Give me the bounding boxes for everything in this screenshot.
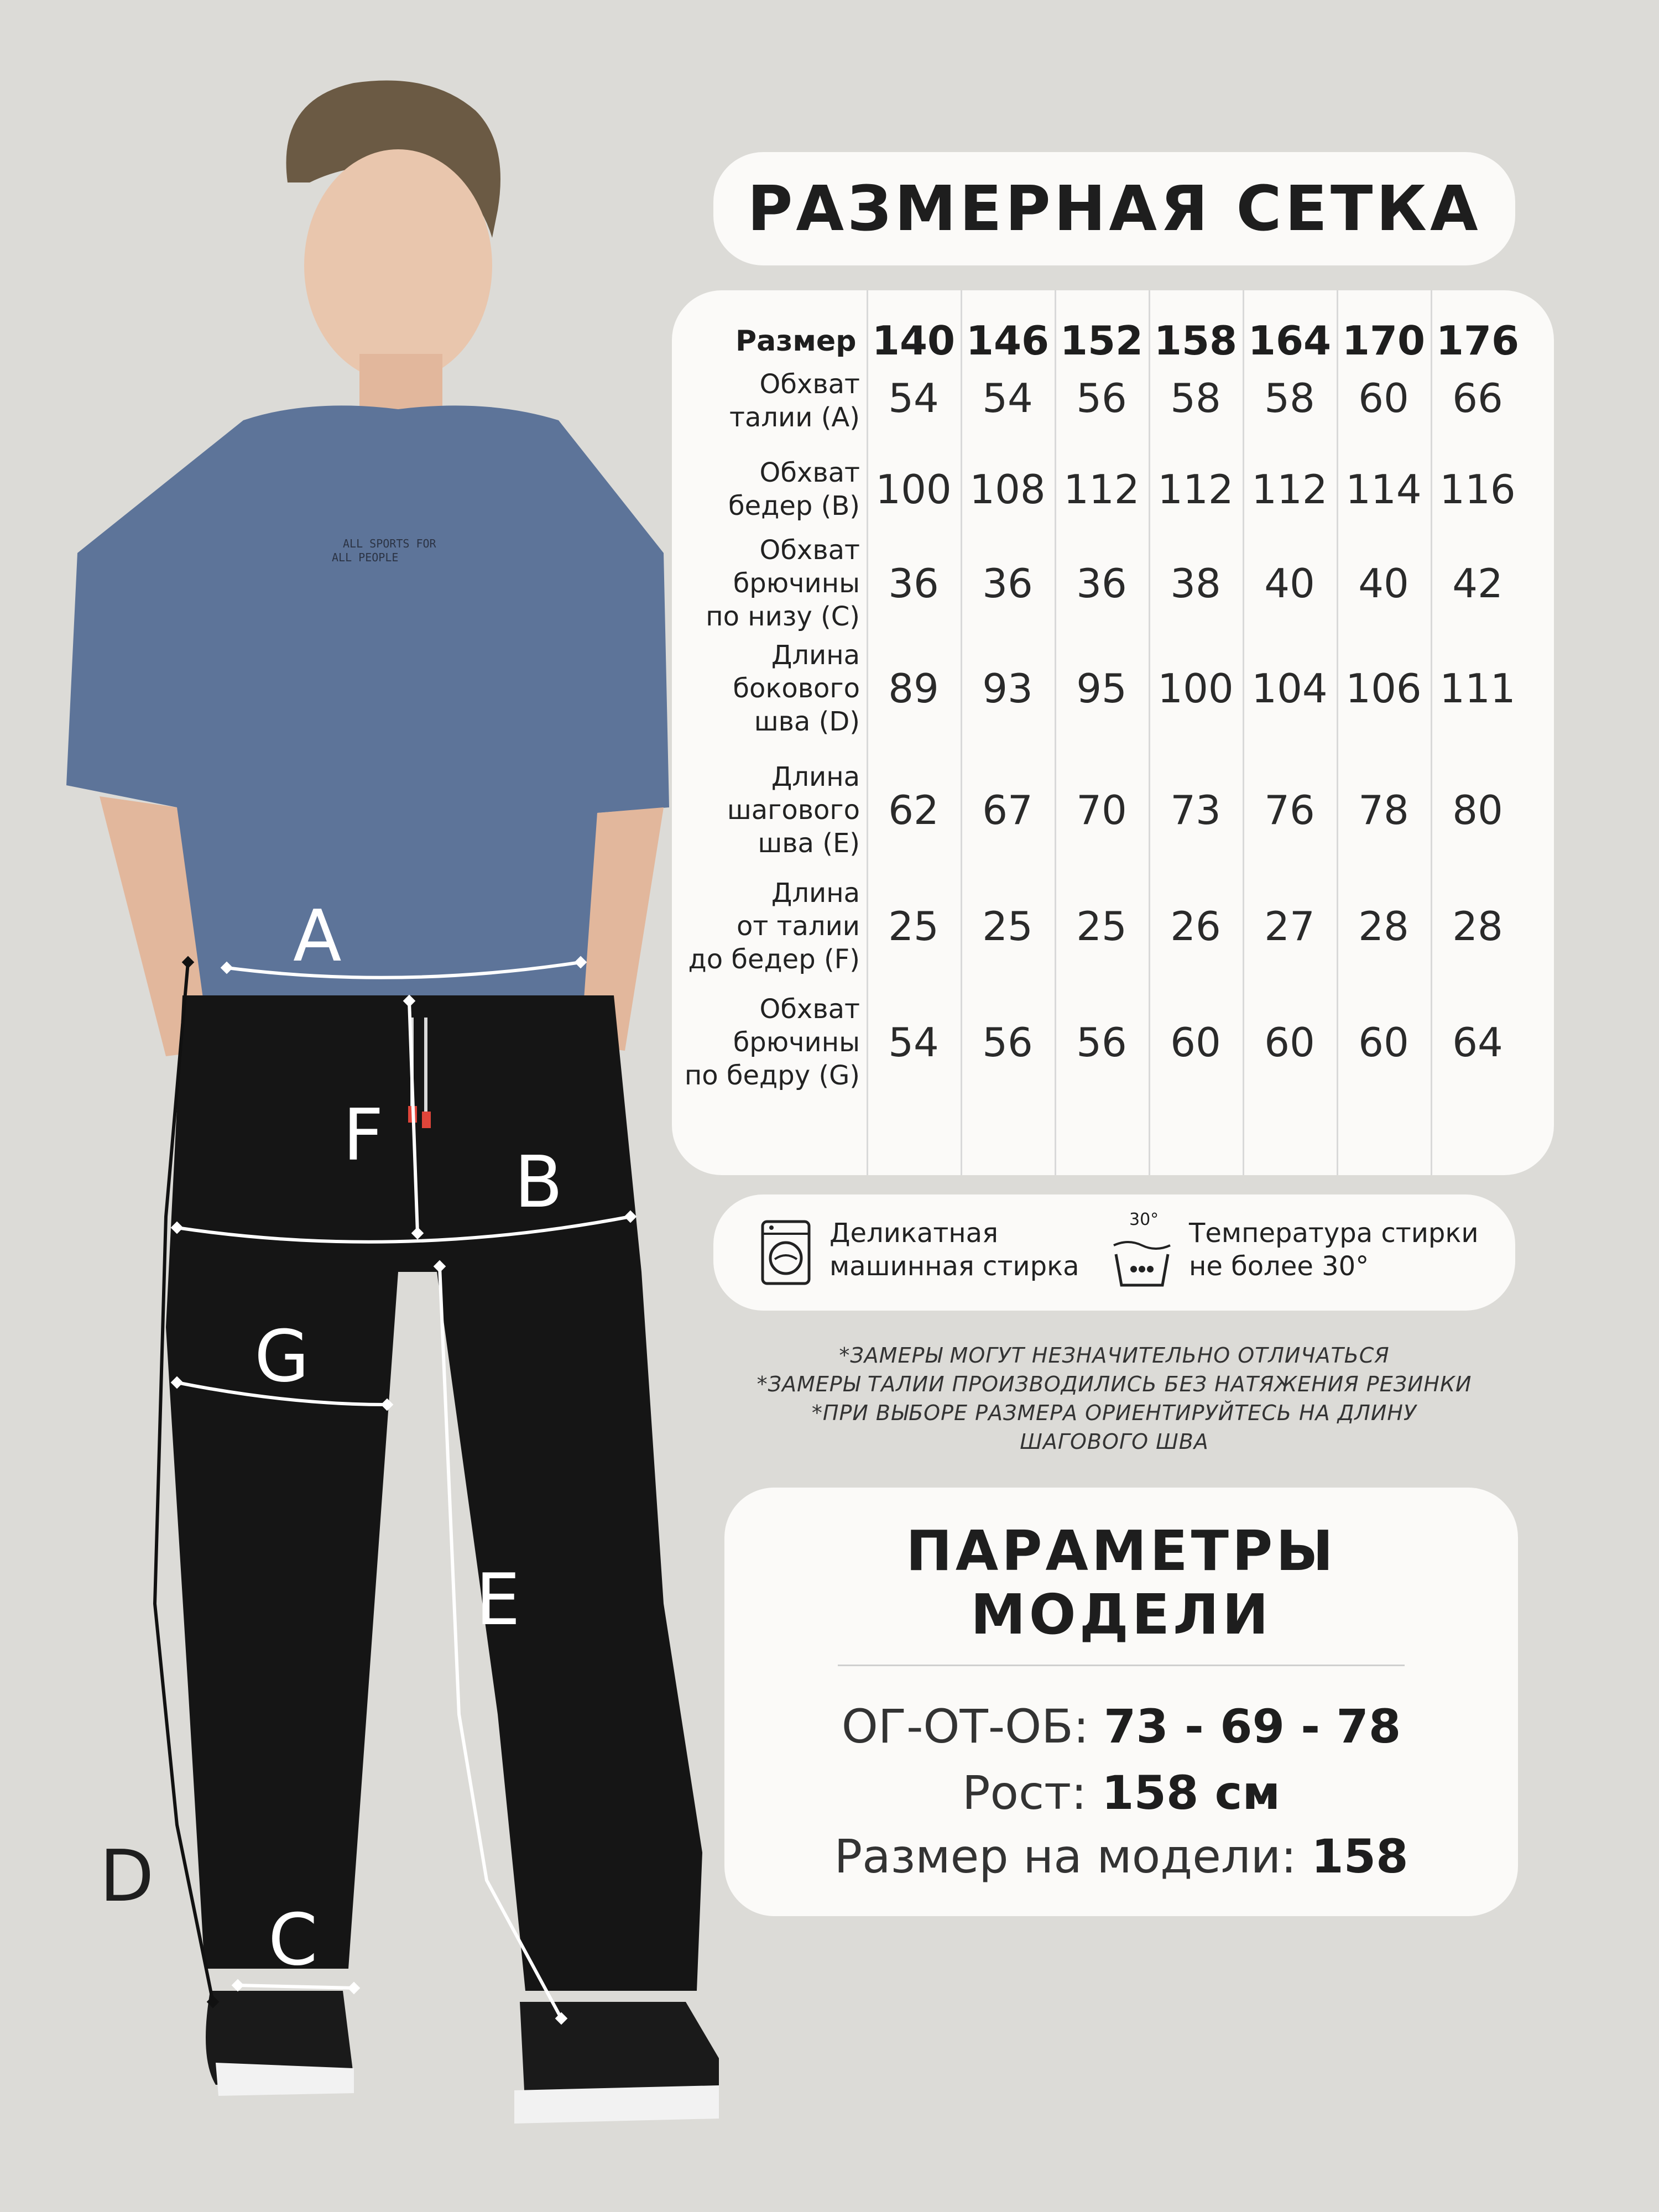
table-cell: 60 [1358,375,1409,421]
model-photo [0,0,719,2212]
table-cell: 114 [1345,466,1422,513]
temp-line2: не более 30° [1189,1251,1369,1282]
washing-machine-icon [760,1219,811,1286]
table-cell: 108 [969,466,1046,513]
table-cell: 76 [1264,787,1315,833]
size-header-cell: 146 [966,317,1050,364]
table-cell: 106 [1345,665,1422,712]
table-cell: 89 [888,665,939,712]
title-card [713,152,1515,265]
table-cell: 100 [875,466,952,513]
note-line: *ЗАМЕРЫ МОГУТ НЕЗНАЧИТЕЛЬНО ОТЛИЧАТЬСЯ [839,1343,1390,1368]
wash-temperature-icon [1112,1239,1172,1288]
table-cell: 78 [1358,787,1409,833]
divider [838,1665,1405,1666]
note-line: *ЗАМЕРЫ ТАЛИИ ПРОИЗВОДИЛИСЬ БЕЗ НАТЯЖЕНИЯ РЕЗИНКИ [757,1372,1472,1396]
size-header-label: Размер [735,325,857,358]
row-label: Обхват талии (А) [729,369,860,433]
height-value: 158 см [1102,1766,1281,1820]
table-cell: 25 [982,903,1033,950]
table-cell: 64 [1452,1019,1503,1066]
label-c: C [268,1899,318,1981]
size-header-cell: 140 [872,317,956,364]
note-line: *ПРИ ВЫБОРЕ РАЗМЕРА ОРИЕНТИРУЙТЕСЬ НА ДЛИНУ [811,1401,1417,1425]
wash-line1: Деликатная [830,1218,998,1249]
row-label: Длина от талии до бедер (F) [688,878,860,975]
table-cell: 54 [982,375,1033,421]
temp-line1: Температура стирки [1189,1218,1479,1249]
table-cell: 67 [982,787,1033,833]
pants [166,995,702,1991]
table-cell: 104 [1251,665,1328,712]
care-card [713,1194,1515,1311]
table-cell: 54 [888,375,939,421]
size-header-cell: 158 [1154,317,1238,364]
model-size [724,1829,1518,1884]
table-cell: 36 [888,560,939,607]
table-cell: 54 [888,1019,939,1066]
table-cell: 112 [1063,466,1140,513]
label-a: A [293,895,342,978]
row-label: Длина шагового шва (E) [727,761,860,859]
table-cell: 116 [1439,466,1516,513]
table-cell: 25 [1076,903,1127,950]
size-header-cell: 164 [1248,317,1332,364]
page-title: РАЗМЕРНАЯ СЕТКА [747,173,1481,245]
shirt-print-line2: ALL PEOPLE [332,551,399,564]
table-cell: 95 [1076,665,1127,712]
row-label: Обхват бедер (В) [728,457,860,521]
table-cell: 60 [1264,1019,1315,1066]
size-header-cell: 152 [1060,317,1144,364]
table-cell: 27 [1264,903,1315,950]
size-table [672,290,1554,1175]
table-cell: 40 [1264,560,1315,607]
size-header-cell: 170 [1342,317,1426,364]
table-cell: 100 [1157,665,1234,712]
model-parameters-card [724,1488,1518,1916]
label-b: B [514,1141,563,1224]
row-label: Длина бокового шва (D) [733,640,860,737]
model-title-line1: ПАРАМЕТРЫ [906,1519,1337,1583]
table-cell: 60 [1358,1019,1409,1066]
table-cell: 38 [1170,560,1221,607]
table-cell: 58 [1170,375,1221,421]
table-cell: 66 [1452,375,1503,421]
table-cell: 56 [982,1019,1033,1066]
table-cell: 25 [888,903,939,950]
measurements-value: 73 - 69 - 78 [1103,1699,1401,1754]
row-label: Обхват брючины по низу (С) [706,535,860,632]
size-header-cell: 176 [1436,317,1520,364]
table-cell: 60 [1170,1019,1221,1066]
table-cell: 62 [888,787,939,833]
table-cell: 112 [1251,466,1328,513]
table-cell: 26 [1170,903,1221,950]
table-cell: 80 [1452,787,1503,833]
line-c [238,1985,354,1988]
table-cell: 58 [1264,375,1315,421]
table-cell: 28 [1452,903,1503,950]
wash-line2: машинная стирка [830,1251,1079,1282]
model-size-value: 158 [1311,1829,1408,1884]
table-cell: 56 [1076,1019,1127,1066]
table-cell: 112 [1157,466,1234,513]
table-cell: 36 [1076,560,1127,607]
table-cell: 93 [982,665,1033,712]
model-title-line2: МОДЕЛИ [971,1582,1272,1647]
table-cell: 73 [1170,787,1221,833]
measurements-label: ОГ-ОТ-ОБ: [841,1699,1104,1754]
shirt-print-line1: ALL SPORTS FOR [343,537,436,550]
table-cell: 36 [982,560,1033,607]
face [304,149,492,382]
table-cell: 111 [1439,665,1516,712]
table-cell: 40 [1358,560,1409,607]
label-f: F [343,1094,384,1177]
table-cell: 56 [1076,375,1127,421]
row-label: Обхват брючины по бедру (G) [684,994,860,1091]
disclaimer-notes [708,1341,1521,1456]
label-e: E [476,1559,520,1641]
model-measurements [724,1699,1518,1754]
table-cell: 70 [1076,787,1127,833]
label-d: D [100,1835,154,1918]
model-height [724,1766,1518,1820]
table-cell: 42 [1452,560,1503,607]
model-size-label: Размер на модели: [834,1829,1312,1884]
note-line: ШАГОВОГО ШВА [1020,1430,1209,1454]
label-g: G [254,1316,310,1398]
height-label: Рост: [962,1766,1102,1820]
table-cell: 28 [1358,903,1409,950]
temperature-icon-label: 30° [1129,1210,1159,1229]
